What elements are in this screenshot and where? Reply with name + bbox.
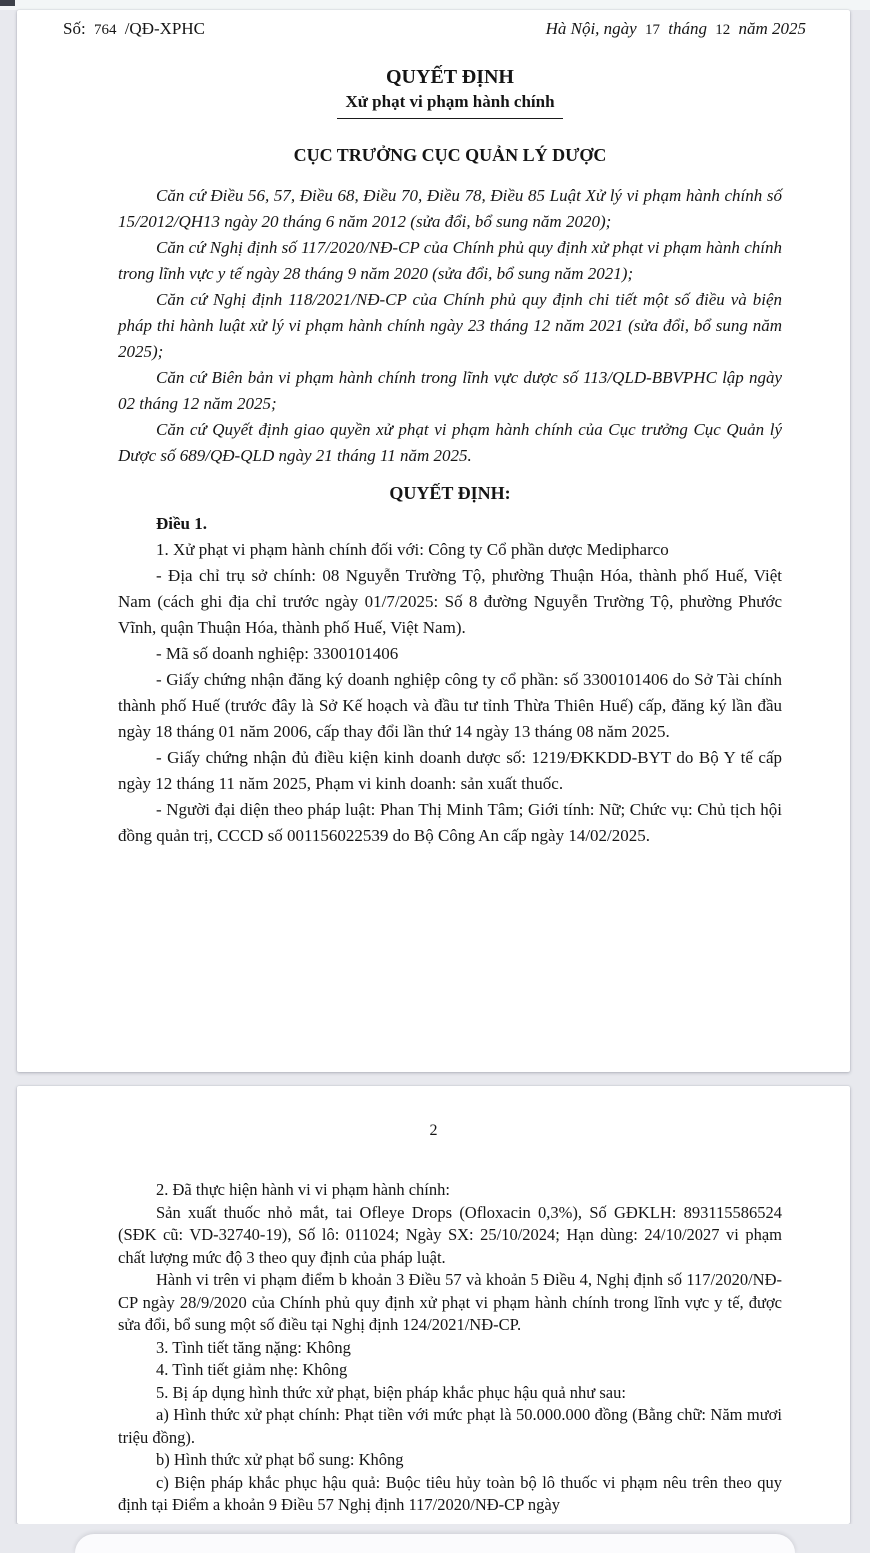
page1-content [17, 65, 850, 849]
page2-content [17, 1179, 850, 1517]
body-paragraph: 2. Đã thực hiện hành vi vi phạm hành chính: [156, 1180, 450, 1199]
document-number-label: Số: [63, 19, 86, 38]
document-subtitle-wrap [118, 91, 782, 119]
date-month: 12 [715, 22, 731, 38]
document-page-1 [17, 10, 850, 1072]
body-paragraph: b) Hình thức xử phạt bổ sung: Không [156, 1450, 404, 1469]
body-paragraph: a) Hình thức xử phạt chính: Phạt tiền với mức phạt là 50.000.000 đồng (Bằng chữ: Năm mươi triệu đồng). [118, 1405, 782, 1447]
article-item: - Địa chỉ trụ sở chính: 08 Nguyễn Trường Tộ, phường Thuận Hóa, thành phố Huế, Việt Nam (cách ghi địa chỉ trước ngày 01/7/2025: Số 8 đường Nguyễn Trường Tộ, phường Phước Vĩnh, quận Thuận Hóa, thành phố Huế, Việt Nam). [118, 566, 782, 637]
recital-paragraph: Căn cứ Điều 56, 57, Điều 68, Điều 70, Điều 78, Điều 85 Luật Xử lý vi phạm hành chính số 15/2012/QH13 ngày 20 tháng 6 năm 2012 (sửa đổi, bổ sung năm 2020); [118, 186, 782, 231]
place-date-line [546, 18, 806, 41]
recital-paragraph: Căn cứ Quyết định giao quyền xử phạt vi phạm hành chính của Cục trưởng Cục Quản lý Dược số 689/QĐ-QLD ngày 21 tháng 11 năm 2025. [118, 420, 782, 465]
body-paragraph: Hành vi trên vi phạm điểm b khoản 3 Điều 57 và khoản 5 Điều 4, Nghị định số 117/2020/NĐ-CP ngày 28/9/2020 của Chính phủ quy định xử phạt vi phạm hành chính trong lĩnh vực y tế, được sửa đổi, bổ sung một số điều tại Nghị định 124/2021/NĐ-CP. [118, 1270, 782, 1334]
recital-paragraph: Căn cứ Biên bản vi phạm hành chính trong lĩnh vực dược số 113/QLD-BBVPHC lập ngày 02 tháng 12 năm 2025; [118, 368, 782, 413]
body-paragraph: 3. Tình tiết tăng nặng: Không [156, 1337, 351, 1357]
body-paragraph: 4. Tình tiết giảm nhẹ: Không [156, 1360, 348, 1379]
recital-paragraph: Căn cứ Nghị định số 117/2020/NĐ-CP của Chính phủ quy định xử phạt vi phạm hành chính trong lĩnh vực y tế ngày 28 tháng 9 năm 2020 (sửa đổi, bổ sung năm 2021); [118, 238, 782, 283]
article1-heading: Điều 1. [156, 514, 207, 533]
body-paragraph: 5. Bị áp dụng hình thức xử phạt, biện pháp khắc phục hậu quả như sau: [156, 1382, 626, 1402]
article-item: - Mã số doanh nghiệp: 3300101406 [156, 644, 399, 663]
place-date-prefix: Hà Nội, ngày [545, 19, 637, 38]
document-page-2 [17, 1086, 850, 1524]
top-strip [0, 0, 870, 10]
document-title: QUYẾT ĐỊNH [386, 66, 514, 88]
document-subtitle: Xử phạt vi phạm hành chính [337, 91, 562, 119]
document-number-value: 764 [93, 22, 117, 38]
decision-heading: QUYẾT ĐỊNH: [389, 483, 511, 503]
article-item: 1. Xử phạt vi phạm hành chính đối với: Công ty Cổ phần dược Medipharco [156, 540, 669, 559]
bottom-sheet[interactable] [75, 1534, 795, 1553]
article-item: - Giấy chứng nhận đủ điều kiện kinh doanh dược số: 1219/ĐKKDD-BYT do Bộ Y tế cấp ngày 12 tháng 11 năm 2025, Phạm vi kinh doanh: sản xuất thuốc. [118, 748, 782, 793]
document-number-code: /QĐ-XPHC [124, 19, 205, 38]
date-year: năm 2025 [738, 19, 806, 38]
recitals-section [118, 183, 782, 469]
body-paragraph: Sản xuất thuốc nhỏ mắt, tai Ofleye Drops (Ofloxacin 0,3%), Số GĐKLH: 893115586524 (SĐK cũ: VD-32740-19), Số lô: 011024; Ngày SX: 25/10/2024; Hạn dùng: 24/10/2027 vi phạm chất lượng mức độ 3 theo quy định của pháp luật. [118, 1202, 782, 1267]
date-day: 17 [644, 22, 660, 38]
document-number [63, 18, 205, 41]
article-item: - Giấy chứng nhận đăng ký doanh nghiệp công ty cổ phần: số 3300101406 do Sở Tài chính thành phố Huế (trước đây là Sở Kế hoạch và đầu tư tỉnh Thừa Thiên Huế) cấp, đăng ký lần đầu ngày 18 tháng 01 năm 2006, cấp thay đổi lần thứ 14 ngày 13 tháng 08 năm 2025. [118, 670, 782, 741]
recital-paragraph: Căn cứ Nghị định 118/2021/NĐ-CP của Chính phủ quy định chi tiết một số điều và biện pháp thi hành luật xử lý vi phạm hành chính ngày 23 tháng 12 năm 2021 (sửa đổi, bổ sung năm 2025); [118, 290, 782, 361]
top-edge-fragment [0, 0, 15, 6]
issuer-title: CỤC TRƯỞNG CỤC QUẢN LÝ DƯỢC [293, 145, 607, 165]
article-item: - Người đại diện theo pháp luật: Phan Thị Minh Tâm; Giới tính: Nữ; Chức vụ: Chủ tịch hội đồng quản trị, CCCD số 001156022539 do Bộ Công An cấp ngày 14/02/2025. [118, 800, 782, 845]
body-paragraph: c) Biện pháp khắc phục hậu quả: Buộc tiêu hủy toàn bộ lô thuốc vi phạm nêu trên theo quy định tại Điểm a khoản 9 Điều 57 Nghị định 117/2020/NĐ-CP ngày [118, 1472, 782, 1514]
document-header-row [63, 18, 806, 41]
article1-body [118, 537, 782, 849]
page-number: 2 [429, 1122, 438, 1139]
date-month-word: tháng [668, 19, 707, 38]
